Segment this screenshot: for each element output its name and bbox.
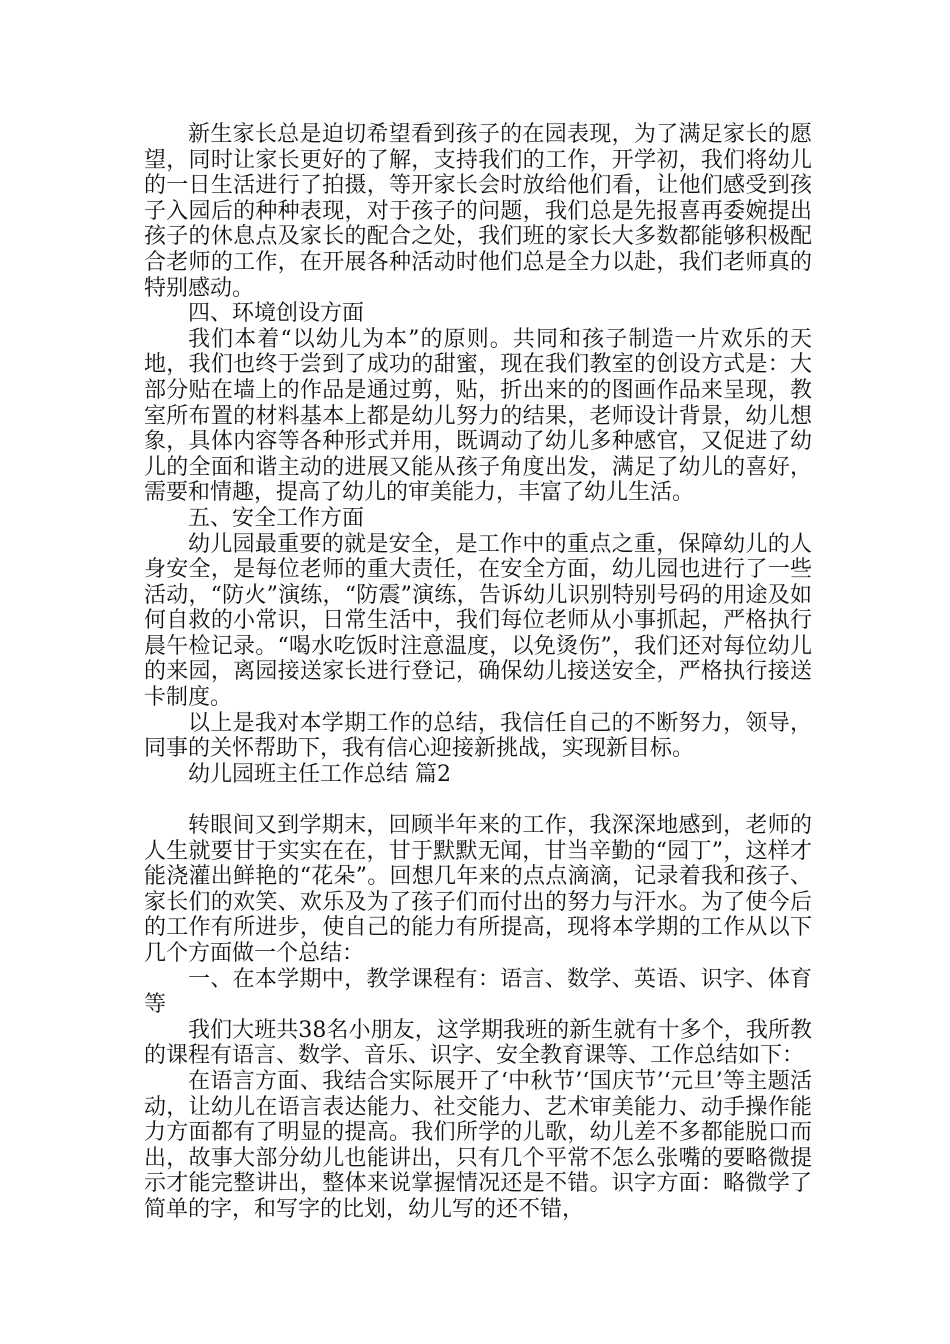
document-body [144,122,812,1223]
paragraph-safety: 幼儿园最重要的就是安全，是工作中的重点之重，保障幼儿的人身安全，是每位老师的重大责任，在安全方面，幼儿园也进行了一些活动，“防火”演练，“防震”演练，告诉幼儿识别特别号码的用途及如何自救的小常识，日常生活中，我们每位老师从小事抓起，严格执行晨午检记录。“喝水吃饭时注意温度，以免烫伤”，我们还对每位幼儿的来园，离园接送家长进行登记，确保幼儿接送安全，严格执行接送卡制度。 [144,531,812,711]
paragraph-language: 在语言方面、我结合实际展开了‘中秋节’‘国庆节’‘元旦’等主题活动，让幼儿在语言表达能力、社交能力、艺术审美能力、动手操作能力方面都有了明显的提高。我们所学的儿歌，幼儿差不多都能脱口而出，故事大部分幼儿也能讲出，只有几个平常不怎么张嘴的要略微提示才能完整讲出，整体来说掌握情况还是不错。识字方面：略微学了简单的字，和写字的比划，幼儿写的还不错， [144,1068,812,1222]
section-title-part-2: 幼儿园班主任工作总结 篇2 [188,761,451,787]
paragraph-class-info: 我们大班共38名小朋友，这学期我班的新生就有十多个，我所教的课程有语言、数学、音乐、识字、安全教育课等、工作总结如下： [144,1017,812,1069]
paragraph-parent-expectations: 新生家长总是迫切希望看到孩子的在园表现，为了满足家长的愿望，同时让家长更好的了解，支持我们的工作，开学初，我们将幼儿的一日生活进行了拍摄，等开家长会时放给他们看，让他们感受到孩子入园后的种种表现，对于孩子的问题，我们总是先报喜再委婉提出孩子的休息点及家长的配合之处，我们班的家长大多数都能够积极配合老师的工作，在开展各种活动时他们总是全力以赴，我们老师真的特别感动。 [144,122,812,301]
heading-curriculum: 一、在本学期中，教学课程有：语言、数学、英语、识字、体育等 [144,966,812,1018]
heading-environment: 四、环境创设方面 [188,301,365,327]
heading-safety: 五、安全工作方面 [188,505,365,531]
paragraph-semester-review: 转眼间又到学期末，回顾半年来的工作，我深深地感到，老师的人生就要甘于实实在在，甘于默默无闻，甘当辛勤的“园丁”，这样才能浇灌出鲜艳的“花朵”。回想几年来的点点滴滴，记录着我和孩子、家长们的欢笑、欢乐及为了孩子们而付出的努力与汗水。为了使今后的工作有所进步，使自己的能力有所提高，现将本学期的工作从以下几个方面做一个总结： [144,813,812,966]
paragraph-environment: 我们本着“以幼儿为本”的原则。共同和孩子制造一片欢乐的天地，我们也终于尝到了成功的甜蜜，现在我们教室的创设方式是：大部分贴在墙上的作品是通过剪，贴，折出来的的图画作品来呈现，教室所布置的材料基本上都是幼儿努力的结果，老师设计背景，幼儿想象，具体内容等各种形式并用，既调动了幼儿多种感官，又促进了幼儿的全面和谐主动的进展又能从孩子角度出发，满足了幼儿的喜好，需要和情趣，提高了幼儿的审美能力，丰富了幼儿生活。 [144,326,812,506]
paragraph-conclusion: 以上是我对本学期工作的总结，我信任自己的不断努力，领导，同事的关怀帮助下，我有信心迎接新挑战，实现新目标。 [144,710,812,762]
